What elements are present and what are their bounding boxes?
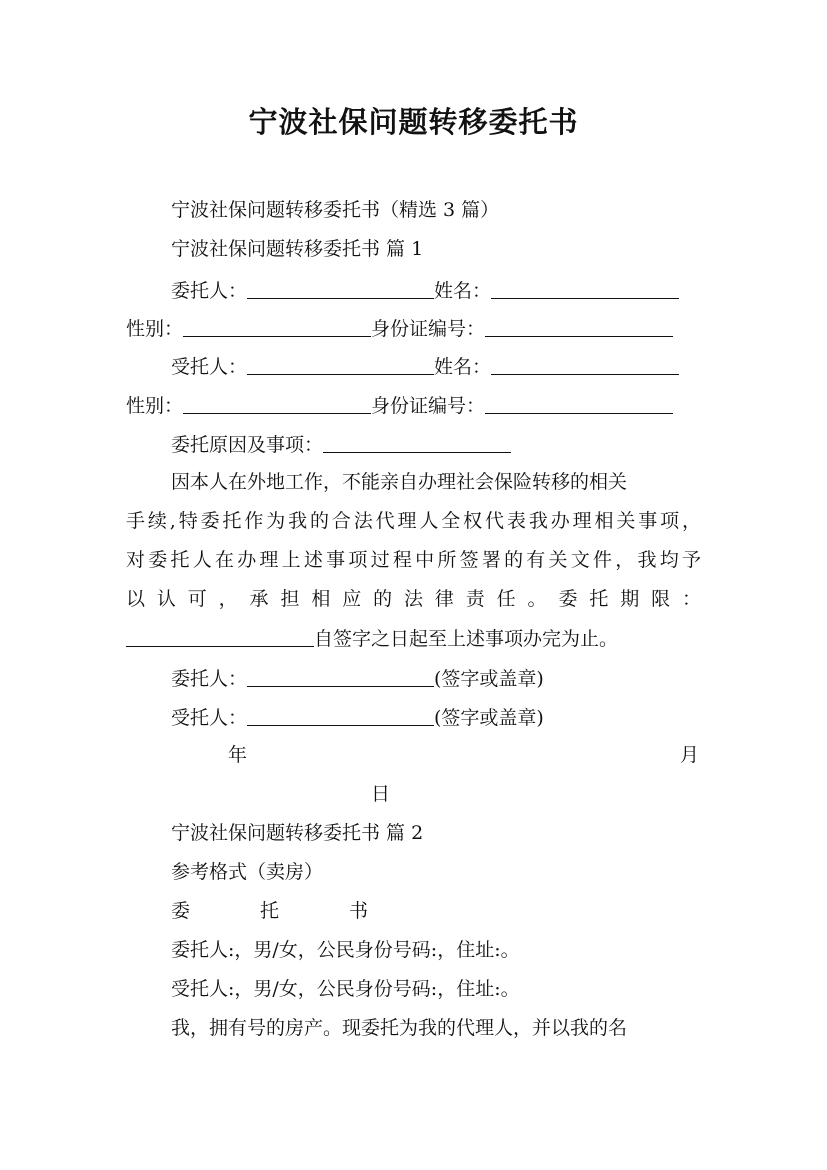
agent-name-blank bbox=[491, 356, 679, 375]
gender-label: 性别： bbox=[126, 318, 184, 340]
sign-principal-blank bbox=[247, 668, 434, 687]
sign-agent-blank bbox=[247, 707, 434, 726]
heading2-char-2: 托 bbox=[260, 900, 280, 922]
agent-blank bbox=[247, 356, 434, 375]
p2-line3: 我，拥有号的房产。现委托为我的代理人，并以我的名 bbox=[171, 1017, 628, 1039]
sign-agent-row bbox=[171, 705, 544, 730]
heading2-char-3: 书 bbox=[349, 900, 369, 922]
para1-line5-text: 自签字之日起至上述事项办完为止。 bbox=[314, 628, 619, 650]
principal-label: 委托人： bbox=[171, 280, 248, 302]
principal-gender-row bbox=[126, 316, 673, 341]
sign-agent-note: (签字或盖章) bbox=[434, 707, 544, 729]
part2-heading: 宁波社保问题转移委托书 篇 2 bbox=[171, 822, 424, 844]
reason-blank bbox=[323, 434, 511, 453]
document-title: 宁波社保问题转移委托书 bbox=[248, 105, 579, 139]
para1-line4: 以 认 可 ， 承 担 相 应 的 法 律 责 任 。 委 托 期 限 ： bbox=[126, 588, 701, 610]
agent-name-label: 姓名： bbox=[434, 356, 492, 378]
principal-name-label: 姓名： bbox=[434, 280, 492, 302]
gender-blank-2 bbox=[183, 395, 371, 414]
sign-principal-label: 委托人： bbox=[171, 668, 248, 690]
part1-heading: 宁波社保问题转移委托书 篇 1 bbox=[171, 238, 424, 260]
reason-label: 委托原因及事项： bbox=[171, 434, 324, 456]
heading2-char-1: 委 bbox=[171, 900, 191, 922]
p2-line1: 委托人:，男/女，公民身份号码:，住址:。 bbox=[171, 939, 520, 961]
principal-name-blank bbox=[491, 280, 679, 299]
para1-line3: 对委托人在办理上述事项过程中所签署的有关文件，我均予 bbox=[126, 549, 701, 571]
id-number-blank-2 bbox=[485, 395, 673, 414]
sign-principal-note: (签字或盖章) bbox=[434, 668, 544, 690]
id-number-blank bbox=[485, 318, 673, 337]
reference-format: 参考格式（卖房） bbox=[171, 861, 324, 883]
agent-row bbox=[171, 354, 679, 379]
para1-line1: 因本人在外地工作，不能亲自办理社会保险转移的相关 bbox=[171, 471, 628, 493]
reason-row bbox=[171, 432, 511, 457]
agent-label: 受托人： bbox=[171, 356, 248, 378]
term-blank bbox=[126, 628, 314, 647]
agent-gender-row bbox=[126, 393, 673, 418]
gender-blank bbox=[183, 318, 371, 337]
para1-line5 bbox=[126, 626, 618, 651]
gender-label-2: 性别： bbox=[126, 395, 184, 417]
id-number-label: 身份证编号： bbox=[371, 318, 486, 340]
sign-agent-label: 受托人： bbox=[171, 707, 248, 729]
sign-principal-row bbox=[171, 666, 544, 691]
date-year: 年 bbox=[228, 744, 248, 766]
p2-line2: 受托人:，男/女，公民身份号码:，住址:。 bbox=[171, 978, 520, 1000]
principal-blank bbox=[247, 280, 434, 299]
id-number-label-2: 身份证编号： bbox=[371, 395, 486, 417]
date-day: 日 bbox=[371, 783, 391, 805]
date-month: 月 bbox=[680, 744, 700, 766]
para1-line2: 手续,特委托作为我的合法代理人全权代表我办理相关事项， bbox=[126, 510, 701, 532]
document-subtitle: 宁波社保问题转移委托书（精选 3 篇） bbox=[171, 199, 500, 221]
principal-row bbox=[171, 278, 679, 303]
